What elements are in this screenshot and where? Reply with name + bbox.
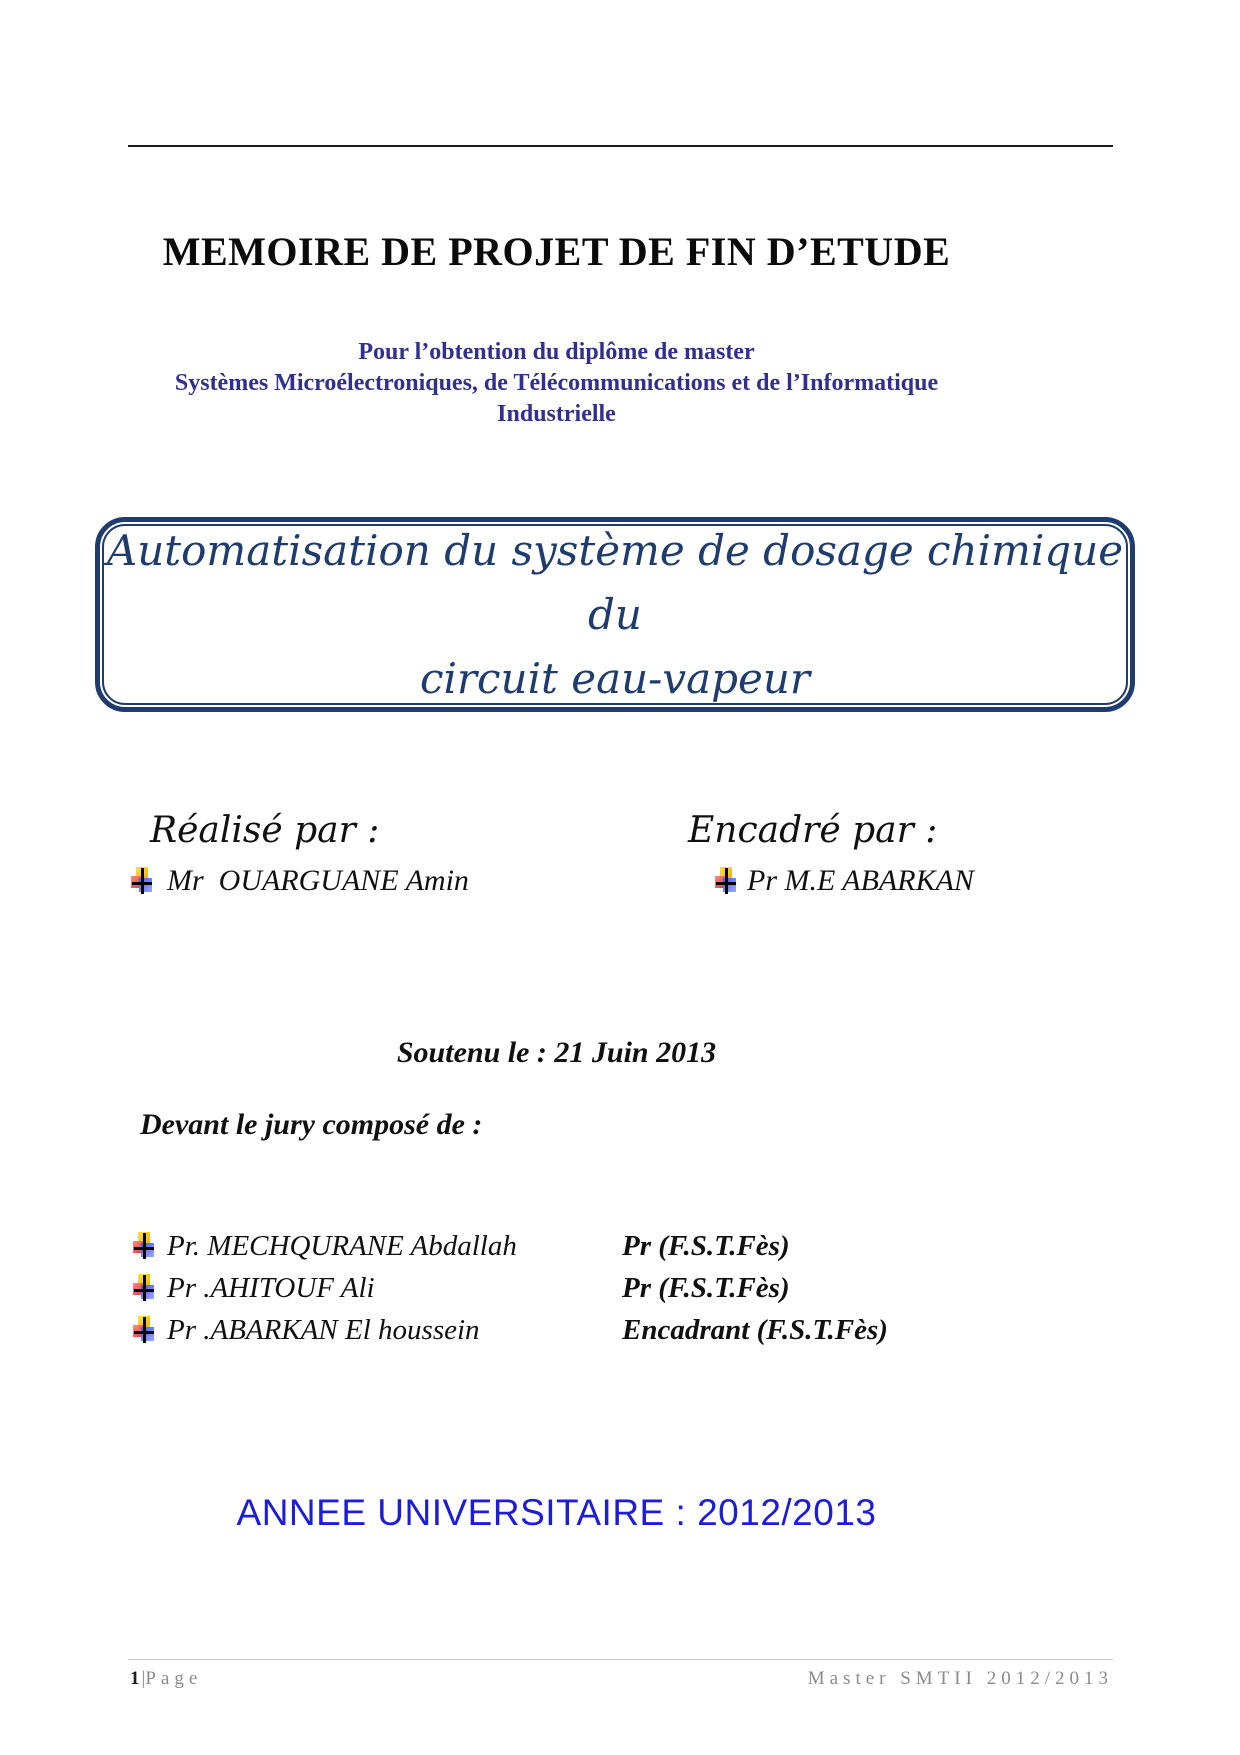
footer-page-label: Page (145, 1668, 203, 1689)
supervisor-row (715, 864, 974, 898)
jury-row (133, 1310, 888, 1350)
degree-subtitle (128, 337, 985, 430)
jury-heading: Devant le jury composé de : (140, 1108, 483, 1141)
jury-member-name: Pr .ABARKAN El houssein (167, 1313, 480, 1346)
page-title: MEMOIRE DE PROJET DE FIN D’ETUDE (162, 229, 951, 274)
footer-rule (128, 1659, 1113, 1660)
academic-year: ANNEE UNIVERSITAIRE : 2012/2013 (236, 1492, 877, 1533)
jury-row (133, 1268, 790, 1308)
footer-page-indicator (130, 1668, 202, 1690)
footer-page-number: 1 (130, 1668, 142, 1689)
colored-cross-bullet-icon (133, 1316, 155, 1344)
jury-member-name: Pr .AHITOUF Ali (167, 1271, 375, 1304)
author-name: Mr OUARGUANE Amin (167, 864, 469, 897)
degree-subtitle-line2: Systèmes Microélectroniques, de Télécommunications et de l’Informatique (174, 370, 939, 396)
project-title-line2: circuit eau-vapeur (419, 653, 811, 703)
colored-cross-bullet-icon (715, 867, 737, 895)
author-row (131, 864, 469, 898)
colored-cross-bullet-icon (133, 1232, 155, 1260)
degree-subtitle-line1: Pour l’obtention du diplôme de master (358, 339, 755, 365)
jury-member-name: Pr. MECHQURANE Abdallah (167, 1229, 517, 1262)
footer-separator: | (141, 1668, 146, 1689)
jury-member-role: Encadrant (F.S.T.Fès) (622, 1313, 888, 1346)
project-title-line1: Automatisation du système de dosage chimique du (106, 525, 1124, 639)
defense-date: Soutenu le : 21 Juin 2013 (396, 1036, 717, 1069)
realise-par-heading: Réalisé par : (150, 810, 380, 851)
project-title-box-inner (102, 524, 1128, 705)
footer-master-label: Master SMTII 2012/2013 (807, 1668, 1113, 1689)
supervisor-name: Pr M.E ABARKAN (747, 864, 974, 897)
colored-cross-bullet-icon (133, 1274, 155, 1302)
top-horizontal-rule (128, 145, 1113, 147)
colored-cross-bullet-icon (131, 867, 153, 895)
project-title-box (95, 517, 1135, 712)
jury-member-role: Pr (F.S.T.Fès) (622, 1229, 790, 1262)
jury-row (133, 1226, 790, 1266)
project-title (104, 519, 1126, 711)
encadre-par-heading: Encadré par : (688, 810, 938, 851)
degree-subtitle-line3: Industrielle (497, 401, 616, 427)
jury-member-role: Pr (F.S.T.Fès) (622, 1271, 790, 1304)
